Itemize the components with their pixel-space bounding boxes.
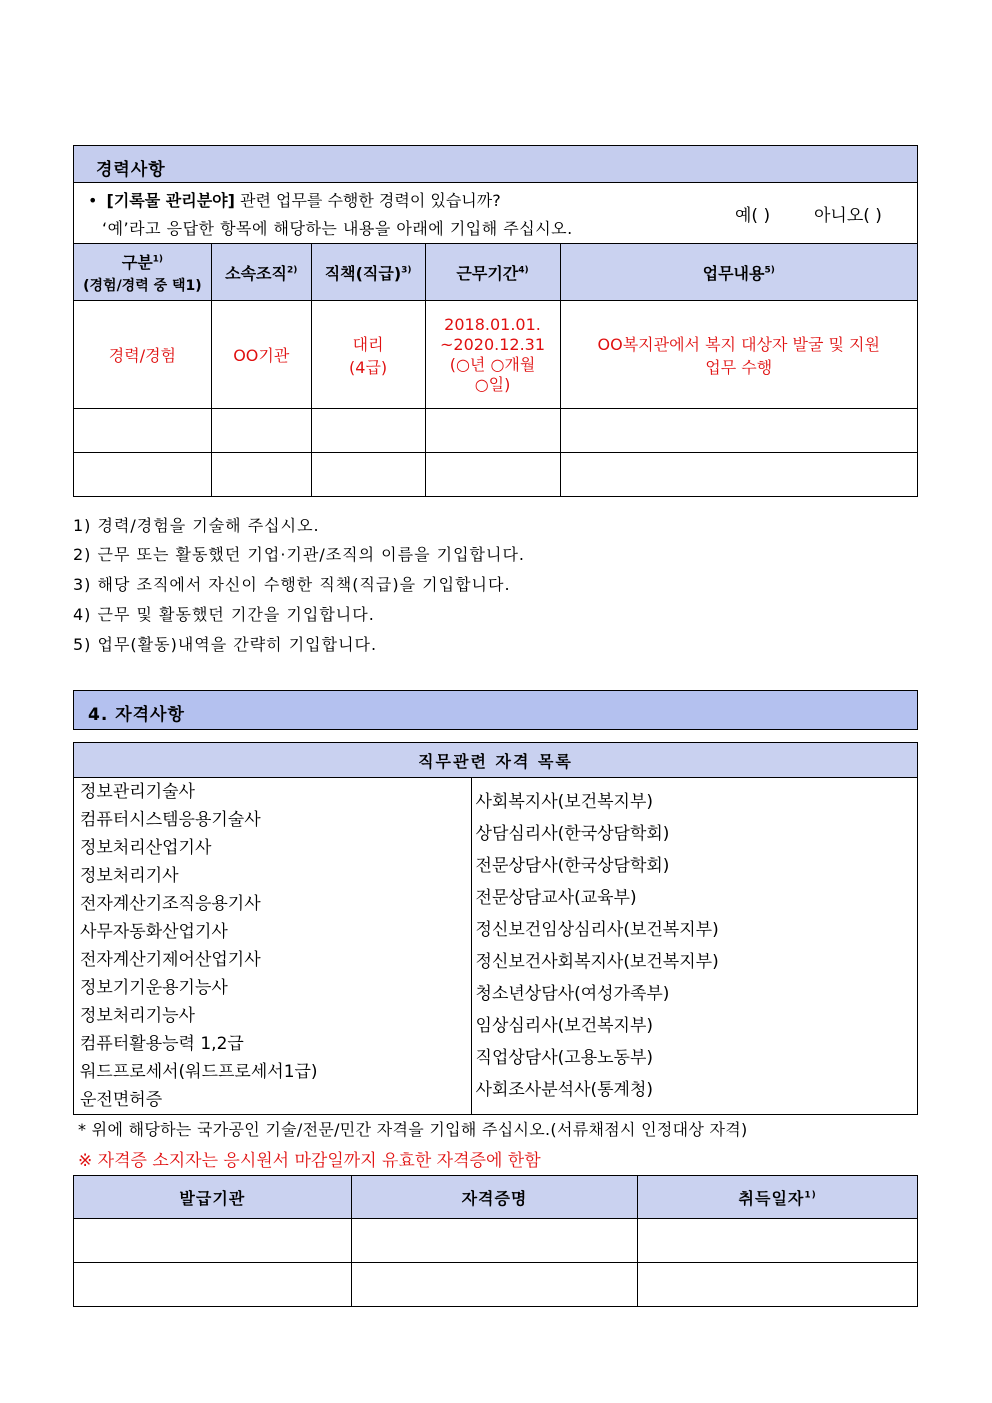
- list-item: 사무자동화산업기사: [80, 922, 228, 942]
- list-item: 정보처리산업기사: [80, 838, 212, 858]
- list-item: 청소년상담사(여성가족부): [475, 984, 670, 1004]
- example-period[interactable]: 2018.01.01. ~2020.12.31 (○년 ○개월 ○일): [425, 301, 560, 409]
- certificate-row: [74, 1263, 918, 1307]
- career-note-5: 5) 업무(활동)내역을 간략히 기입합니다.: [73, 635, 378, 654]
- col-org: 소속조직$^{2)}$: [211, 244, 311, 301]
- cell[interactable]: [211, 453, 311, 497]
- list-item: 운전면허증: [80, 1090, 163, 1110]
- career-question: [88, 188, 501, 211]
- cell[interactable]: [74, 1219, 352, 1263]
- no-checkbox[interactable]: 아니오( ): [814, 206, 882, 226]
- cell[interactable]: [638, 1263, 918, 1307]
- certificate-table: [73, 1175, 918, 1307]
- list-item: 임상심리사(보건복지부): [475, 1016, 654, 1036]
- example-position[interactable]: 대리 (4급): [311, 301, 425, 409]
- list-item: 전자계산기제어산업기사: [80, 950, 261, 970]
- qualifications-section-header: [73, 690, 918, 730]
- cell[interactable]: [74, 1263, 352, 1307]
- career-note-1: 1) 경력/경험을 기술해 주십시오.: [73, 516, 320, 535]
- col-period: 근무기간$^{4)}$: [425, 244, 560, 301]
- list-item: 직업상담사(고용노동부): [475, 1048, 654, 1068]
- cell[interactable]: [311, 409, 425, 453]
- career-note-4: 4) 근무 및 활동했던 기간을 기입합니다.: [73, 605, 375, 624]
- qualification-list-table: [73, 742, 918, 1115]
- question-field: [기록물 관리분야]: [106, 191, 235, 210]
- career-section-header: [73, 145, 918, 183]
- col-position: 직책(직급)$^{3)}$: [311, 244, 425, 301]
- career-empty-row: [74, 453, 918, 497]
- list-item: 사회조사분석사(통계청): [475, 1080, 654, 1100]
- example-type[interactable]: 경력/경험: [74, 301, 212, 409]
- list-item: 컴퓨터시스템응용기술사: [80, 810, 261, 830]
- cell[interactable]: [351, 1263, 638, 1307]
- certificate-row: [74, 1219, 918, 1263]
- cell[interactable]: [425, 409, 560, 453]
- list-item: 정보처리기사: [80, 866, 179, 886]
- cell[interactable]: [211, 409, 311, 453]
- qualification-list-title: 직무관련 자격 목록: [74, 743, 918, 778]
- career-section-title: 경력사항: [96, 160, 166, 180]
- list-item: 정신보건사회복지사(보건복지부): [475, 952, 719, 972]
- certificate-table-header: [74, 1176, 918, 1219]
- col-cert-name: 자격증명: [351, 1176, 638, 1219]
- qualifications-section-title: 4. 자격사항: [88, 705, 185, 725]
- list-item: 상담심리사(한국상담학회): [475, 824, 670, 844]
- cell[interactable]: [560, 453, 918, 497]
- career-question-box: [73, 183, 918, 243]
- cell[interactable]: [311, 453, 425, 497]
- career-empty-row: [74, 409, 918, 453]
- yes-checkbox[interactable]: 예( ): [735, 206, 771, 226]
- list-item: 정보처리기능사: [80, 1006, 195, 1026]
- cell[interactable]: [425, 453, 560, 497]
- career-example-row: [74, 301, 918, 409]
- cell[interactable]: [638, 1219, 918, 1263]
- cell[interactable]: [560, 409, 918, 453]
- question-bullet: •: [88, 191, 98, 210]
- question-text: 관련 업무를 수행한 경력이 있습니까?: [240, 191, 501, 210]
- col-type: 구분$^{1)}$ (경험/경력 중 택1): [74, 244, 212, 301]
- list-item: 정보관리기술사: [80, 782, 195, 802]
- career-table-header: [74, 244, 918, 301]
- col-duties: 업무내용$^{5)}$: [560, 244, 918, 301]
- list-item: 사회복지사(보건복지부): [475, 792, 654, 812]
- qualification-note: * 위에 해당하는 국가공인 기술/전문/민간 자격을 기입해 주십시오.(서류채점시 인정대상 자격): [78, 1120, 748, 1139]
- example-org[interactable]: OO기관: [211, 301, 311, 409]
- example-duties[interactable]: OO복지관에서 복지 대상자 발굴 및 지원 업무 수행: [560, 301, 918, 409]
- col-issuer: 발급기관: [74, 1176, 352, 1219]
- list-item: 워드프로세서(워드프로세서1급): [80, 1062, 318, 1082]
- list-item: 정신보건임상심리사(보건복지부): [475, 920, 719, 940]
- career-note-2: 2) 근무 또는 활동했던 기업·기관/조직의 이름을 기입합니다.: [73, 545, 525, 564]
- qualification-warning: ※ 자격증 소지자는 응시원서 마감일까지 유효한 자격증에 한함: [78, 1151, 541, 1171]
- cell[interactable]: [74, 409, 212, 453]
- career-note-3: 3) 해당 조직에서 자신이 수행한 직책(직급)을 기입합니다.: [73, 575, 511, 594]
- list-item: 전자계산기조직응용기사: [80, 894, 261, 914]
- col-date: 취득일자$^{1)}$: [638, 1176, 918, 1219]
- list-item: 전문상담사(한국상담학회): [475, 856, 670, 876]
- cell[interactable]: [74, 453, 212, 497]
- career-instruction: ‘예’라고 응답한 항목에 해당하는 내용을 아래에 기입해 주십시오.: [102, 219, 573, 238]
- list-item: 전문상담교사(교육부): [475, 888, 637, 908]
- qualification-list-left: [74, 778, 472, 1115]
- cell[interactable]: [351, 1219, 638, 1263]
- career-table: [73, 243, 918, 497]
- qualification-list-right: [471, 778, 917, 1115]
- list-item: 컴퓨터활용능력 1,2급: [80, 1034, 244, 1054]
- list-item: 정보기기운용기능사: [80, 978, 228, 998]
